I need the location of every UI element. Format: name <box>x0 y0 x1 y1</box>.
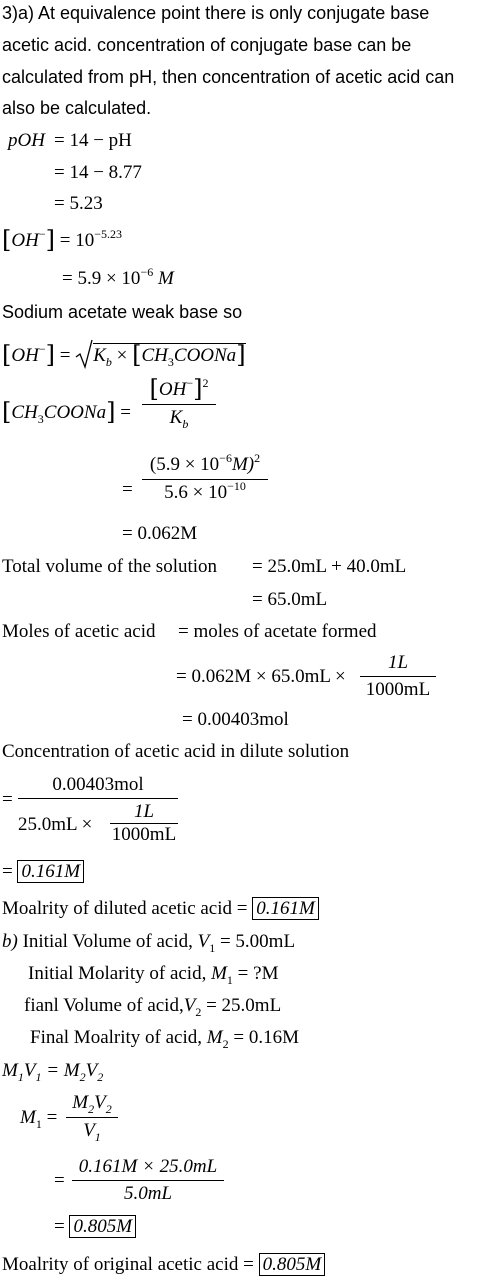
m1-num-m: M <box>72 1092 89 1113</box>
conc-equals: = <box>120 402 131 423</box>
eq-salt-rest: COONa <box>173 345 237 366</box>
part-b-line-3 <box>24 995 281 1018</box>
poh-step-2: = 14 − 8.77 <box>54 162 142 183</box>
frac-k: K <box>169 407 183 428</box>
m1-fraction <box>66 1092 118 1143</box>
volume-label: Total volume of the solution <box>2 556 218 577</box>
l3-val: = 25.0mL <box>206 995 282 1016</box>
l1-var: V <box>197 931 210 952</box>
l2-label: Initial Molarity of acid, <box>28 963 207 984</box>
moles-step-2: = 0.00403mol <box>182 709 289 730</box>
dilute-summary <box>2 898 319 920</box>
m1-sub: 1 <box>35 1117 42 1131</box>
conc-eq2: = <box>122 479 133 500</box>
oh-result-unit: M <box>157 268 174 289</box>
eq-equals: = <box>59 345 71 366</box>
l1-sub: 1 <box>209 941 216 955</box>
law-s3: 2 <box>79 1070 86 1084</box>
l2-var: M <box>211 963 227 984</box>
law-s1: 1 <box>17 1070 24 1084</box>
den2-exp: −10 <box>227 479 246 493</box>
m1-eq: = <box>46 1107 58 1128</box>
m1-den-sub: 1 <box>94 1130 101 1144</box>
dilute-summary-label: Moalrity of diluted acetic acid <box>2 898 233 919</box>
m1-num-s1: 2 <box>88 1102 95 1116</box>
eq-k-sub: b <box>105 355 112 369</box>
frac-oh: OH <box>158 379 187 400</box>
intro-line-4: also be calculated. <box>2 98 152 118</box>
dilute-num: 0.00403mol <box>52 774 144 795</box>
den2-value: 5.6 × 10 <box>164 482 228 503</box>
intro-line-2: acetic acid. concentration of conjugate base can be <box>2 35 412 55</box>
conc-sub3: 3 <box>37 412 44 426</box>
final-eq: = <box>243 1254 254 1275</box>
conc-lhs: $[CH_3COONa]$ = <box>2 398 131 426</box>
law-m1: M <box>2 1060 18 1081</box>
frac-oh-charge: − <box>186 376 194 390</box>
intro-line-3: calculated from pH, then concentration of acetic acid can <box>2 67 455 87</box>
sqrt-icon <box>75 339 93 369</box>
dilute-den-num: 1L <box>133 801 155 822</box>
calc-den: 5.0mL <box>123 1183 173 1204</box>
dilute-label: Concentration of acetic acid in dilute solution <box>2 741 350 762</box>
moles-step-1: = 0.062M × 65.0mL × <box>176 666 346 687</box>
frac-square: 2 <box>202 376 209 390</box>
part-b-line-1 <box>2 931 295 954</box>
calc-num: 0.161M × 25.0mL <box>78 1156 218 1177</box>
oh-power: = 10 <box>59 230 95 251</box>
m1-num-s2: 2 <box>105 1102 112 1116</box>
conc-fraction-2 <box>142 451 268 505</box>
final-label: Moalrity of original acetic acid <box>2 1254 239 1275</box>
l4-var: M <box>206 1027 223 1048</box>
dilute-result-line <box>2 861 84 883</box>
l3-label: fianl Volume of acid, <box>24 995 184 1016</box>
m1-var: M <box>20 1107 36 1128</box>
m1-lhs <box>20 1107 57 1130</box>
eq-oh: OH <box>11 345 39 366</box>
dilute-den-a: 25.0mL × <box>18 814 93 835</box>
moles-rhs: = moles of acetate formed <box>178 621 377 642</box>
poh-lhs: pOH <box>8 130 45 151</box>
oh-result-exp: −6 <box>140 265 154 279</box>
dilute-eq: = <box>2 789 13 810</box>
law-s4: 2 <box>97 1070 104 1084</box>
moles-label: Moles of acetic acid <box>2 621 156 642</box>
l4-sub: 2 <box>222 1037 229 1051</box>
law-v2: V <box>85 1060 98 1081</box>
part-b-line-2 <box>28 963 278 986</box>
l4-label: Final Moalrity of acid, <box>30 1027 203 1048</box>
eq-salt: CH <box>141 345 168 366</box>
poh-step-3: = 5.23 <box>54 193 103 214</box>
num2-unit: M) <box>231 454 255 475</box>
num2-exp: −6 <box>219 451 232 465</box>
moles-fraction <box>360 652 436 701</box>
oh-result <box>62 265 174 291</box>
l4-val: = 0.16M <box>233 1027 299 1048</box>
m1-den-v: V <box>83 1120 95 1141</box>
law-m2: = M <box>46 1060 80 1081</box>
m1-num-v: V <box>94 1092 106 1113</box>
volume-step-1: = 25.0mL + 40.0mL <box>252 556 407 577</box>
l2-val: = ?M <box>237 963 279 984</box>
eq-oh-charge: − <box>38 342 46 356</box>
dilution-law <box>2 1060 103 1083</box>
part-b-result-line <box>54 1216 136 1238</box>
oh-result-value: = 5.9 × 10 <box>62 268 141 289</box>
moles-frac-den: 1000mL <box>365 679 431 700</box>
part-b-line-4 <box>30 1027 299 1050</box>
weak-base-equation: $[OH^-] = K_b$ × $[CH_3COONa]$ <box>2 341 246 369</box>
law-s2: 1 <box>35 1070 42 1084</box>
num2-square: 2 <box>254 451 261 465</box>
oh-concentration-line: $[OH^-] = 10^{-5.23}$ <box>2 226 122 254</box>
dilute-summary-box: 0.161M <box>252 897 319 920</box>
part-b-result-box: 0.805M <box>69 1215 136 1238</box>
intro-line-1: 3)a) At equivalence point there is only conjugate base <box>2 3 430 23</box>
l1-val: = 5.00mL <box>219 931 296 952</box>
oh-exponent: −5.23 <box>94 227 122 241</box>
part-b-label: b) <box>2 931 18 952</box>
dilute-result-box: 0.161M <box>17 860 84 883</box>
volume-step-2: = 65.0mL <box>252 589 328 610</box>
final-summary <box>2 1254 325 1276</box>
final-box: 0.805M <box>259 1253 326 1276</box>
law-v1: V <box>23 1060 36 1081</box>
l1-label: Initial Volume of acid, <box>22 931 193 952</box>
poh-step-1: = 14 − pH <box>54 130 132 151</box>
eq-times: × <box>116 345 128 366</box>
calc-fraction <box>72 1156 224 1205</box>
num2-value: (5.9 × 10 <box>149 454 220 475</box>
oh-charge: − <box>38 227 46 241</box>
dilute-summary-eq: = <box>236 898 248 919</box>
eq-k: K <box>93 345 106 366</box>
conc-fraction: $[OH^-]^2$ $K_b$ <box>142 378 216 430</box>
conc-coona: COONa <box>43 402 107 423</box>
dilute-den-den: 1000mL <box>111 824 177 845</box>
moles-frac-num: 1L <box>387 652 409 673</box>
part-b-result-eq: = <box>54 1216 65 1237</box>
l3-sub: 2 <box>195 1005 202 1019</box>
dilute-fraction <box>18 774 178 849</box>
eq-salt-sub: 3 <box>167 355 174 369</box>
weak-base-text: Sodium acetate weak base so <box>2 302 243 322</box>
conc-ch: CH <box>11 402 38 423</box>
dilute-result-eq: = <box>2 861 13 882</box>
oh-symbol: OH <box>11 230 39 251</box>
conc-result: = 0.062M <box>122 523 198 544</box>
calc-eq: = <box>54 1170 65 1191</box>
frac-k-sub: b <box>182 417 189 431</box>
l2-sub: 1 <box>226 973 233 987</box>
l3-var: V <box>183 995 196 1016</box>
